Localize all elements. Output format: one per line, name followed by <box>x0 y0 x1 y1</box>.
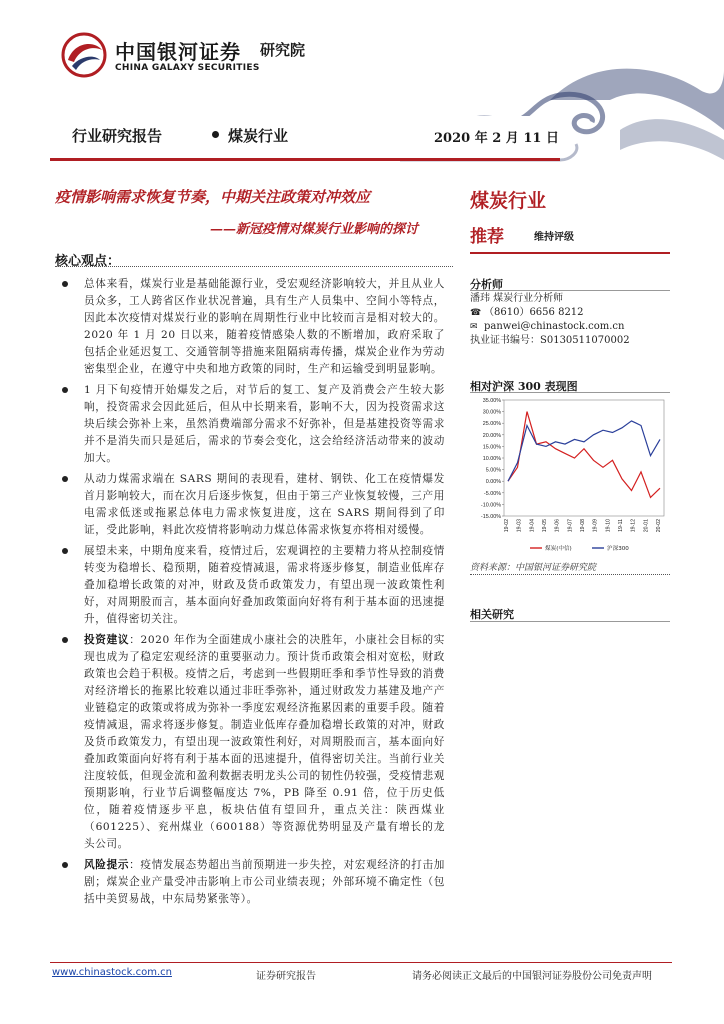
analyst-phone-value: （8610）6656 8212 <box>484 307 584 318</box>
x-tick-label: 20-01 <box>643 519 650 533</box>
y-tick-label: 15.00% <box>482 444 501 451</box>
side-sector: 煤炭行业 <box>470 190 547 212</box>
x-tick-label: 19-11 <box>618 519 624 532</box>
series-line-0 <box>508 412 660 498</box>
core-point-text: 从动力煤需求端在 SARS 期间的表现看，建材、钢铁、化工在疫情爆发首月影响较大，而在次月后逐步恢复，但由于第三产业恢复较慢，三产用电需求低迷或拖累总体电力需求恢复进度，这在 SARS 期间得到了印证，受此影响，料此次疫情将影响动力煤总体需求恢复亦将相对缓慢。 <box>84 473 445 536</box>
series-line-1 <box>508 421 660 481</box>
x-tick-label: 19-03 <box>516 519 523 533</box>
bullet-icon <box>62 637 68 643</box>
core-divider <box>55 266 453 267</box>
footer-link[interactable]: www.chinastock.com.cn <box>52 967 172 978</box>
core-heading: 核心观点： <box>55 254 121 269</box>
brand-name-en: CHINA GALAXY SECURITIES <box>115 63 260 73</box>
analyst-phone <box>470 306 584 320</box>
core-point-lead: 风险提示 <box>84 859 130 871</box>
related-heading: 相关研究 <box>470 608 514 621</box>
header-bullet <box>212 131 219 138</box>
x-tick-label: 19-06 <box>554 519 561 533</box>
legend-label: 沪深300 <box>607 546 629 552</box>
x-tick-label: 19-04 <box>529 519 536 533</box>
y-tick-label: -5.00% <box>483 490 501 497</box>
x-tick-label: 20-02 <box>656 519 662 533</box>
bullet-icon <box>62 387 68 393</box>
chart-divider <box>470 392 670 393</box>
core-points <box>60 276 445 912</box>
footer-divider <box>50 962 672 963</box>
core-point-text: ：疫情发展态势超出当前预期进一步失控，对宏观经济的打击加剧；煤炭企业产量受冲击影响上市公司业绩表现；外部环境不确定性（包括中美贸易战，中东局势紧张等）。 <box>84 859 445 905</box>
y-tick-label: -10.00% <box>480 502 501 509</box>
legend-label: 煤炭(中信) <box>545 546 572 552</box>
y-tick-label: 25.00% <box>482 421 501 428</box>
report-date: 2020 年 2 月 11 日 <box>434 131 559 146</box>
brand-logo <box>60 30 320 80</box>
x-tick-label: 19-09 <box>592 519 599 533</box>
analyst-name: 潘玮 煤炭行业分析师 <box>470 293 564 304</box>
core-point-lead: 投资建议 <box>84 634 130 646</box>
analyst-email-value[interactable]: panwei@chinastock.com.cn <box>484 321 625 332</box>
y-tick-label: 30.00% <box>482 409 501 416</box>
y-tick-label: 10.00% <box>482 456 501 462</box>
galaxy-logo-icon <box>60 32 108 78</box>
y-tick-label: 35.00% <box>482 398 501 404</box>
plot-frame <box>504 400 664 516</box>
core-point <box>60 471 445 539</box>
analyst-license: 执业证书编号：S0130511070002 <box>470 335 630 346</box>
bullet-icon <box>62 476 68 482</box>
report-title: 疫情影响需求恢复节奏，中期关注政策对冲效应 <box>55 188 371 206</box>
core-point-text: 展望未来，中期角度来看，疫情过后，宏观调控的主要精力将从控制疫情转变为稳增长、稳预期，随着疫情减退，需求将逐步修复，制造业低库存叠加稳增长政策的对冲，财政及货币政策发力，有望出现一波政策性利好，对周期股而言，基本面向好叠加政策面向好将有利于基本面的迅速提升，值得密切关注。 <box>84 545 445 625</box>
core-point-text: 1 月下旬疫情开始爆发之后，对节后的复工、复产及消费会产生较大影响，投资需求会因此延后，但从中长期来看，影响不大，因为投资需求这块后续会弥补上来，虽然消费端部分需求不好弥补，但是基建投资等需求并不是消失而只是延后，需求的节奏会变化，这会给经济活动带来的波动加大。 <box>84 384 445 464</box>
core-point <box>60 857 445 908</box>
chart-source: 资料来源：中国银河证券研究院 <box>470 563 597 573</box>
rating-note: 维持评级 <box>534 232 574 243</box>
core-point <box>60 382 445 467</box>
report-subtitle: ——新冠疫情对煤炭行业影响的探讨 <box>210 222 419 237</box>
core-point-text: ：2020 年作为全面建成小康社会的决胜年，小康社会目标的实现也成为了稳定宏观经济的重要驱动力。预计货币政策会相对宽松，财政政策也会趋于积极。疫情之后，考虑到一些假期旺季和季节性导致的消费对经济增长的拖累比较难以通过非旺季弥补，通过财政发力基建及地产产业链稳定的政策或将成为弥补一季度宏观经济拖累因素的重要手段。随着疫情减退，需求将逐步修复。制造业低库存叠加稳增长政策的对冲，财政及货币政策发力，有望出现一波政策性利好，对周期股而言，基本面向好叠加政策面向好将有利于基本面的迅速提升，值得密切关注。当前行业关注度较低，但现金流和盈利数据表明龙头公司的韧性仍较强，受疫情悲观预期影响，行业节后调整幅度达 7%，PB 降至 0.91 倍，位于历史低位，随着疫情逐步平息，板块估值有望回升，重点关注：陕西煤业（601225）、兖州煤业（600188）等资源优势明显及产量有增长的龙头公司。 <box>84 634 445 850</box>
chart-heading: 相对沪深 300 表现图 <box>470 380 578 393</box>
footer-disclaimer: 请务必阅读正文最后的中国银河证券股份公司免责声明 <box>412 971 652 982</box>
core-point <box>60 543 445 628</box>
y-tick-label: 5.00% <box>485 467 501 474</box>
relative-performance-chart <box>470 394 670 556</box>
side-divider <box>470 252 670 254</box>
bullet-icon <box>62 548 68 554</box>
brand-name-cn: 中国银河证券 <box>115 40 241 64</box>
related-divider <box>470 621 670 622</box>
rating: 推荐 <box>470 227 504 247</box>
analyst-divider <box>470 290 670 291</box>
y-tick-label: 0.00% <box>485 479 501 486</box>
analyst-heading: 分析师 <box>470 278 503 291</box>
header-sector: 煤炭行业 <box>228 127 289 145</box>
y-tick-label: -15.00% <box>480 514 501 520</box>
y-tick-label: 20.00% <box>482 432 501 439</box>
report-type: 行业研究报告 <box>72 127 163 145</box>
source-divider <box>470 574 670 575</box>
core-point <box>60 632 445 853</box>
x-tick-label: 19-05 <box>542 519 548 533</box>
x-tick-label: 19-07 <box>567 519 574 533</box>
email-icon: ✉ <box>470 322 478 332</box>
analyst-email <box>470 320 624 334</box>
brand-dept: 研究院 <box>260 41 306 59</box>
x-tick-label: 19-12 <box>630 519 637 533</box>
x-tick-label: 19-10 <box>605 519 612 533</box>
core-point <box>60 276 445 378</box>
x-tick-label: 19-02 <box>504 519 510 533</box>
phone-icon: ☎ <box>470 308 482 318</box>
core-point-text: 总体来看，煤炭行业是基础能源行业，受宏观经济影响较大，并且从业人员众多，工人跨省区作业状况普遍，具有生产人员集中、空间小等特点，因此本次疫情对煤炭行业的影响在周期性行业中比较而言是相对较大的。2020 年 1 月 20 日以来，随着疫情感染人数的不断增加，政府采取了包括企业延迟复工、交通管制等措施来阻隔病毒传播，煤炭企业作为劳动密集型企业，在遵守中央和地方政策的同时，生产和运输受到明显影响。 <box>84 278 445 375</box>
bullet-icon <box>62 281 68 287</box>
x-tick-label: 19-08 <box>580 519 586 533</box>
header-divider <box>50 158 560 161</box>
footer-center: 证券研究报告 <box>256 971 316 982</box>
bullet-icon <box>62 862 68 868</box>
